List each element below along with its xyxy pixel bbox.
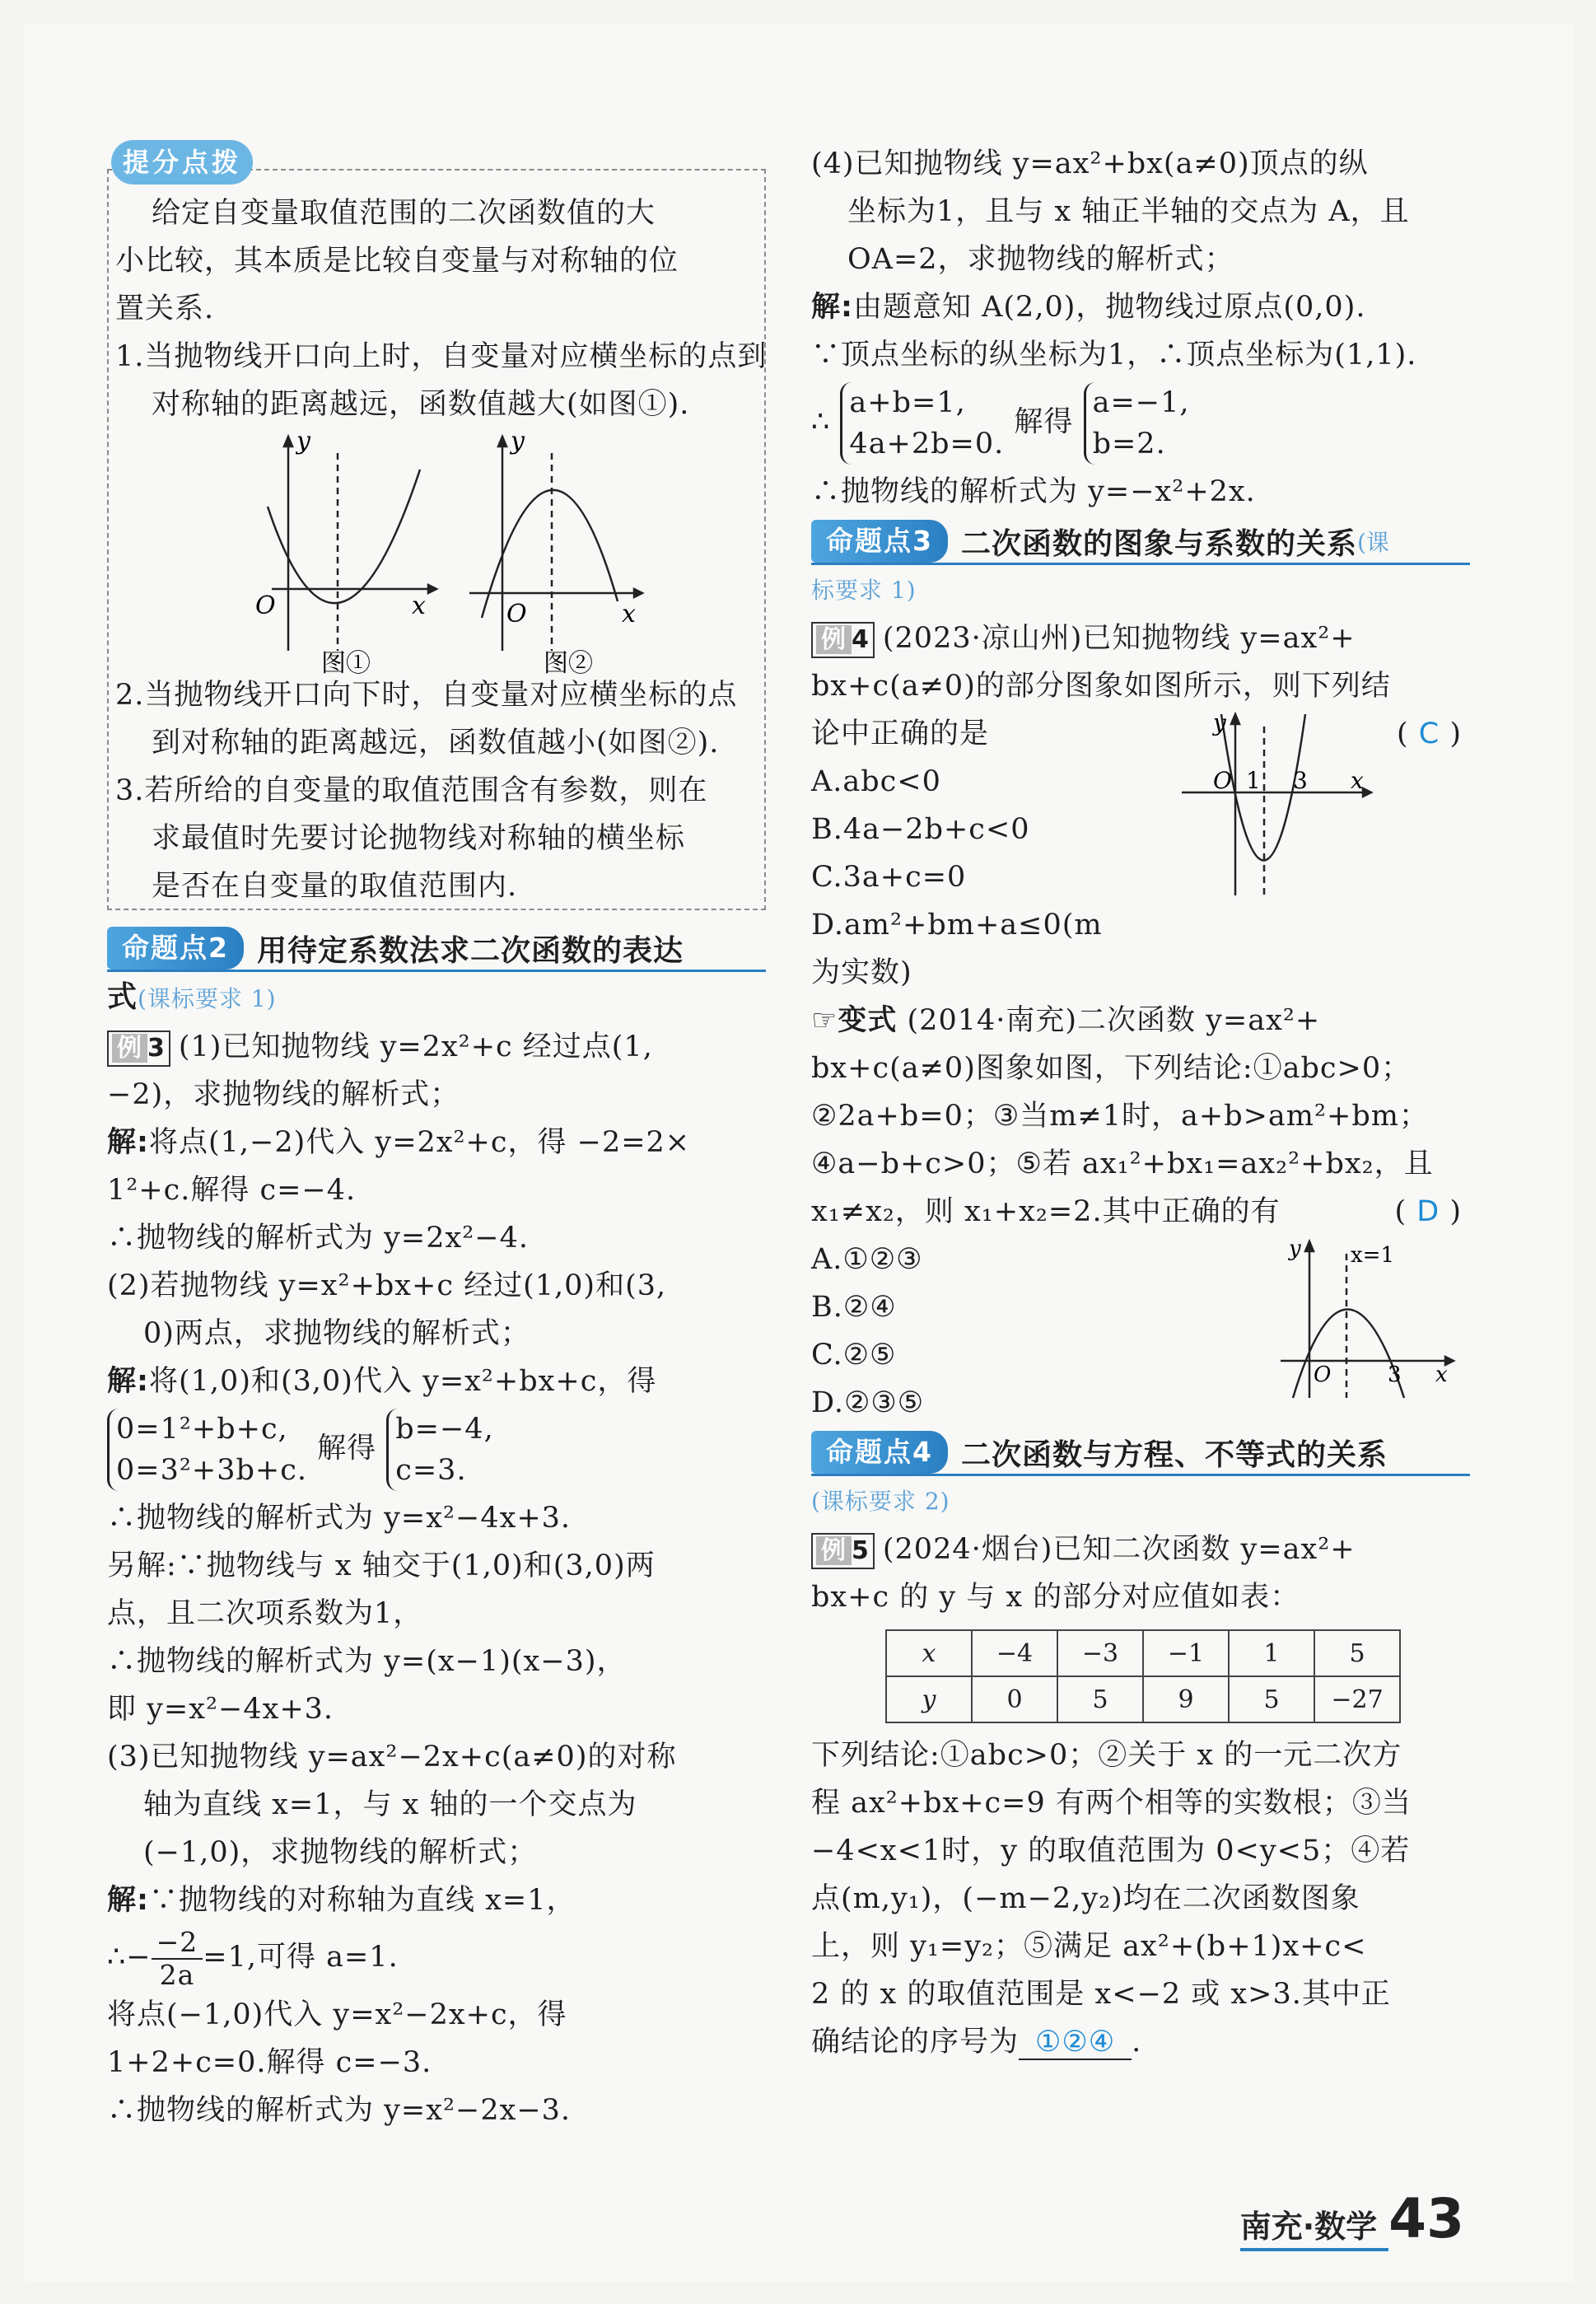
variant-graph [1272, 1237, 1462, 1402]
section-note: (课标要求 2) [811, 1488, 950, 1515]
section-title: 二次函数与方程、不等式的关系 [960, 1437, 1388, 1472]
value-table [885, 1629, 1401, 1723]
text-line: (−1,0)，求抛物线的解析式； [143, 1836, 538, 1869]
tip-graphs [247, 428, 692, 675]
tip-line: 是否在自变量的取值范围内. [152, 870, 518, 903]
text-line: ∴抛物线的解析式为 y=x²−2x−3. [107, 2093, 572, 2127]
option-b: B.4a−2b+c<0 [811, 813, 1030, 846]
text-line: 论中正确的是 ( C ) [811, 710, 1470, 758]
svg-text:x: x [1351, 767, 1364, 794]
footer-line [1240, 2248, 1388, 2251]
graph-2 [469, 437, 642, 651]
table-row [886, 1630, 1400, 1676]
brace-left: a+b=1, 4a+2b=0. [840, 382, 1004, 465]
text-line: 1²+c.解得 c=−4. [107, 1174, 357, 1207]
text-line: 解:∵抛物线的对称轴为直线 x=1， [107, 1884, 576, 1917]
svg-text:y: y [1289, 1237, 1301, 1261]
text-line: 坐标为1，且与 x 轴正半轴的交点为 A，且 [847, 195, 1410, 228]
table-cell: 9 [1143, 1676, 1229, 1722]
graph1-origin: O [255, 591, 276, 620]
text-line: 点(m,y₁)，(−m−2,y₂)均在二次函数图象 [811, 1882, 1360, 1915]
text-line: 轴为直线 x=1，与 x 轴的一个交点为 [143, 1788, 637, 1821]
text-line: 0)两点，求抛物线的解析式； [143, 1317, 530, 1350]
table-cell: 0 [972, 1676, 1057, 1722]
graph1-x-arrow [428, 585, 436, 593]
section-badge: 命题点3 [811, 520, 948, 563]
answer: ①②④ [1019, 2026, 1132, 2060]
text-line: 另解:∵抛物线与 x 轴交于(1,0)和(3,0)两 [107, 1549, 656, 1582]
option-b: B.②④ [811, 1291, 897, 1324]
tip-line: 2.当抛物线开口向下时，自变量对应横坐标的点 [115, 679, 738, 712]
text-line: 即 y=x²−4x+3. [107, 1693, 334, 1726]
right-column [811, 140, 1470, 2066]
section-note: (课 [1356, 529, 1389, 556]
example-label: 例 3 [107, 1030, 170, 1067]
tip-line: 求最值时先要讨论抛物线对称轴的横坐标 [152, 822, 686, 855]
section-title-cont: 式(课标要求 1) [107, 980, 277, 1014]
text-line: ∴抛物线的解析式为 y=2x²−4. [107, 1222, 529, 1255]
system-of-equations: 0=1²+b+c, 0=3²+3b+c. 解得 b=−4, c=3. [107, 1409, 766, 1491]
tip-line: 小比较，其本质是比较自变量与对称轴的位 [115, 245, 679, 278]
option-c: C.②⑤ [811, 1339, 897, 1372]
example-4-body [811, 710, 1470, 997]
section-underline [107, 970, 766, 972]
text-line: ∴抛物线的解析式为 y=−x²+2x. [811, 475, 1256, 508]
table-cell: 5 [1057, 1676, 1143, 1722]
section-header-4 [811, 1427, 1470, 1478]
answer: D [1416, 1195, 1440, 1228]
system-of-equations: ∴ a+b=1, 4a+2b=0. 解得 a=−1, b=2. [811, 382, 1470, 465]
tip-line: 1.当抛物线开口向上时，自变量对应横坐标的点到 [115, 340, 768, 373]
text-line: 程 ax²+bx+c=9 有两个相等的实数根；③当 [811, 1787, 1412, 1820]
answer-slot: ( D ) [1394, 1195, 1462, 1228]
graph1-x-label: x [412, 591, 426, 620]
svg-text:1: 1 [1246, 767, 1261, 794]
text-line: 下列结论:①abc>0；②关于 x 的一元二次方 [811, 1739, 1402, 1772]
table-cell: −4 [972, 1630, 1057, 1676]
graph1-y-arrow [284, 437, 292, 446]
option-a: A.abc<0 [811, 765, 941, 798]
table-cell: −1 [1143, 1630, 1229, 1676]
svg-text:O: O [1314, 1362, 1332, 1387]
text-line: (4)已知抛物线 y=ax²+bx(a≠0)顶点的纵 [811, 147, 1369, 180]
option-d: D.am²+bm+a≤0(m [811, 909, 1103, 942]
graph2-caption: 图② [544, 649, 593, 675]
footer-title: 南充·数学 [1239, 2208, 1378, 2245]
text-line: ④a−b+c>0；⑤若 ax₁²+bx₁=ax₂²+bx₂，且 [811, 1147, 1434, 1180]
text-line: 解:将点(1,−2)代入 y=2x²+c，得 −2=2× [107, 1126, 691, 1159]
text-line: x₁≠x₂，则 x₁+x₂=2.其中正确的有 ( D ) [811, 1188, 1470, 1236]
option-a: A.①②③ [811, 1243, 923, 1276]
graph2-y-arrow [498, 437, 506, 446]
brace-right: a=−1, b=2. [1084, 382, 1190, 465]
svg-text:O: O [1213, 767, 1232, 794]
option-d: D.②③⑤ [811, 1386, 925, 1419]
section-title: 用待定系数法求二次函数的表达 [256, 933, 684, 968]
text-line: (3)已知抛物线 y=ax²−2x+c(a≠0)的对称 [107, 1741, 677, 1774]
section-underline [811, 1474, 1470, 1476]
graph2-origin: O [506, 600, 527, 629]
tip-text-2 [115, 671, 758, 910]
text-line: −2)，求抛物线的解析式； [107, 1078, 460, 1111]
text-line: 为实数) [811, 956, 912, 989]
table-cell: y [886, 1676, 972, 1722]
svg-text:3: 3 [1293, 767, 1308, 794]
brace-right: b=−4, c=3. [386, 1409, 493, 1491]
answer: C [1418, 717, 1440, 750]
example-3-q1: 例 3 (1)已知抛物线 y=2x²+c 经过点(1, [107, 1023, 766, 1071]
option-c: C.3a+c=0 [811, 861, 967, 894]
text-line: bx+c(a≠0)图象如图，下列结论:①abc>0； [811, 1052, 1412, 1085]
graph1-parabola-up [268, 470, 420, 603]
example-4: 例 4 (2023·凉山州)已知抛物线 y=ax²+ [811, 615, 1470, 662]
table-row [886, 1676, 1400, 1722]
tip-line: 到对称轴的距离越远，函数值越小(如图②). [152, 727, 720, 759]
text-line: 1+2+c=0.解得 c=−3. [107, 2045, 432, 2079]
text-line: 确结论的序号为 ①②④ . [811, 2026, 1142, 2059]
text-line: OA=2，求抛物线的解析式； [847, 243, 1234, 276]
section-note-cont: 标要求 1) [811, 577, 917, 604]
variant-title: ☞变式 (2014·南充)二次函数 y=ax²+ [811, 1004, 1321, 1037]
table-cell: x [886, 1630, 972, 1676]
tip-line: 3.若所给的自变量的取值范围含有参数，则在 [115, 774, 708, 807]
section-title: 二次函数的图象与系数的关系 [960, 526, 1357, 561]
fraction-line: ∴− $\frac{-2}{2a}$ =1,可得 a=1. [107, 1925, 399, 1991]
table-cell: 5 [1229, 1676, 1314, 1722]
table-cell: 5 [1314, 1630, 1400, 1676]
tip-line: 对称轴的距离越远，函数值越大(如图①). [152, 388, 690, 421]
svg-text:x=1: x=1 [1351, 1243, 1394, 1268]
text-line: bx+c 的 y 与 x 的部分对应值如表： [811, 1581, 1300, 1614]
text-line: 解:将(1,0)和(3,0)代入 y=x²+bx+c，得 [107, 1365, 657, 1398]
variant-body [811, 1188, 1470, 1427]
graph1-y-label: y [296, 428, 310, 456]
answer-slot: ( C ) [1396, 717, 1462, 750]
example4-graph [1174, 710, 1388, 900]
text-line: 将点(−1,0)代入 y=x²−2x+c，得 [107, 1998, 567, 2031]
section-badge: 命题点4 [811, 1431, 948, 1474]
brace-left: 0=1²+b+c, 0=3²+3b+c. [107, 1409, 307, 1491]
tip-line: 置关系. [115, 292, 215, 325]
page-number: 43 [1388, 2187, 1464, 2250]
text-line: 点，且二次项系数为1， [107, 1597, 423, 1630]
graph2-y-label: y [511, 428, 525, 456]
text-line: ∵顶点坐标的纵坐标为1，∴顶点坐标为(1,1). [811, 339, 1417, 372]
text-line: 2 的 x 的取值范围是 x<−2 或 x>3.其中正 [811, 1978, 1391, 2011]
section-badge: 命题点2 [107, 927, 244, 970]
graph2-x-arrow [634, 589, 642, 597]
fraction: $\frac{-2}{2a}$ [152, 1927, 203, 1991]
svg-text:y: y [1213, 710, 1226, 736]
tip-line: 给定自变量取值范围的二次函数值的大 [152, 197, 656, 230]
text-line: (2)若抛物线 y=x²+bx+c 经过(1,0)和(3, [107, 1269, 667, 1302]
example-label: 例 4 [811, 622, 875, 658]
text-line: ∴抛物线的解析式为 y=(x−1)(x−3)， [107, 1645, 627, 1678]
tip-badge: 提分点拨 [111, 140, 253, 185]
left-column [107, 923, 766, 2134]
svg-text:x: x [1435, 1362, 1448, 1387]
page-footer [1239, 2187, 1464, 2250]
text-line: ②2a+b=0；③当m≠1时，a+b>am²+bm； [811, 1100, 1429, 1133]
table-cell: −27 [1314, 1676, 1400, 1722]
section-header-3 [811, 516, 1470, 567]
example-5: 例 5 (2024·烟台)已知二次函数 y=ax²+ [811, 1526, 1470, 1573]
table-cell: −3 [1057, 1630, 1143, 1676]
tip-text [115, 189, 768, 428]
section-header-2 [107, 923, 766, 974]
text-line: −4<x<1时，y 的取值范围为 0<y<5；④若 [811, 1834, 1411, 1867]
table-cell: 1 [1229, 1630, 1314, 1676]
graph2-x-label: x [622, 600, 636, 629]
text-line: 解:由题意知 A(2,0)，抛物线过原点(0,0). [811, 291, 1366, 324]
section-underline [811, 563, 1470, 565]
text-line: ∴抛物线的解析式为 y=x²−4x+3. [107, 1502, 572, 1535]
text-line: bx+c(a≠0)的部分图象如图所示，则下列结 [811, 670, 1391, 703]
graph1-caption: 图① [321, 649, 371, 675]
text-line: 上，则 y₁=y₂；⑤满足 ax²+(b+1)x+c< [811, 1930, 1367, 1963]
example-label: 例 5 [811, 1533, 875, 1569]
svg-text:3: 3 [1388, 1362, 1402, 1387]
